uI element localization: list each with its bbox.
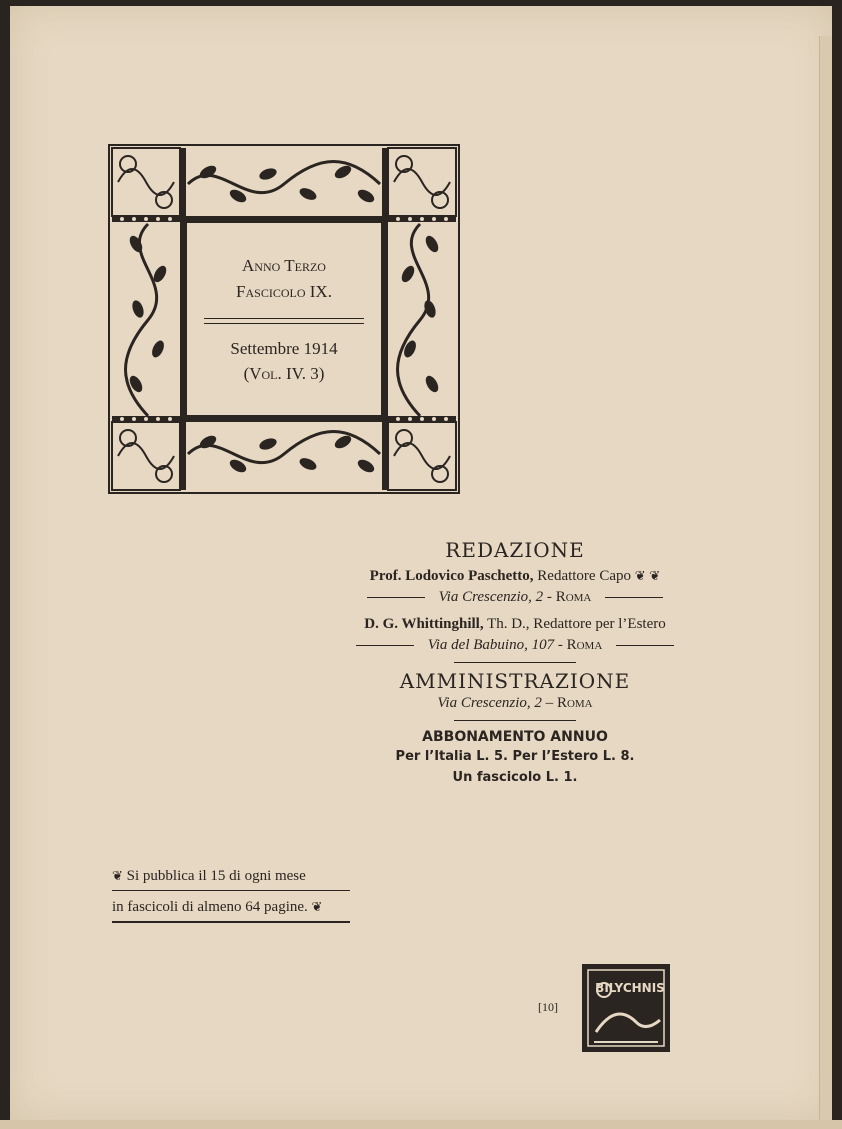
page bbox=[10, 6, 832, 1120]
divider bbox=[454, 720, 576, 721]
editor2-name: D. G. Whittinghill, bbox=[364, 616, 484, 632]
logo-text: BILYCHNIS bbox=[595, 981, 665, 995]
amministrazione-city: Roma bbox=[556, 695, 593, 711]
bilychnis-emblem-icon bbox=[580, 962, 672, 1054]
rule bbox=[605, 597, 663, 598]
amministrazione-address-line bbox=[330, 695, 700, 712]
editor2-city: Roma bbox=[566, 637, 603, 653]
ornamental-frame bbox=[108, 144, 460, 494]
notice-line-2 bbox=[112, 893, 350, 923]
rule bbox=[356, 645, 414, 646]
editor1-city: Roma bbox=[555, 589, 592, 605]
date-line: Settembre 1914 bbox=[230, 339, 338, 358]
editor2-address-line bbox=[330, 637, 700, 654]
editor1-line bbox=[330, 568, 700, 585]
rule bbox=[367, 597, 425, 598]
abbonamento-prices: Per l’Italia L. 5. Per l’Estero L. 8. bbox=[395, 749, 635, 764]
editor2-line bbox=[330, 616, 700, 633]
editor1-address-line bbox=[330, 589, 700, 606]
frame-caption bbox=[188, 224, 380, 414]
fleuron-icon: ❦ bbox=[649, 568, 661, 583]
divider bbox=[454, 662, 576, 663]
amministrazione-address: Via Crescenzio, 2 – bbox=[437, 695, 554, 711]
amministrazione-heading: AMMINISTRAZIONE bbox=[399, 669, 631, 693]
year-line: Anno Terzo bbox=[242, 256, 326, 275]
fleuron-icon: ❦ bbox=[311, 899, 323, 914]
fleuron-icon: ❦ bbox=[112, 868, 123, 883]
abbonamento-single: Un fascicolo L. 1. bbox=[452, 770, 578, 785]
editor1-name: Prof. Lodovico Paschetto, bbox=[369, 568, 534, 584]
notice-text-1: Si pubblica il 15 di ogni mese bbox=[126, 868, 306, 884]
page-edge bbox=[819, 36, 832, 1126]
double-rule bbox=[204, 318, 364, 324]
notice-text-2: in fascicoli di almeno 64 pagine. bbox=[112, 899, 308, 915]
editor1-address: Via Crescenzio, 2 - bbox=[438, 589, 552, 605]
redazione-block bbox=[330, 538, 700, 785]
page-number: [10] bbox=[538, 1000, 558, 1014]
publication-notice bbox=[112, 862, 350, 923]
fleuron-icon: ❦ bbox=[634, 568, 646, 583]
page-edge-bottom bbox=[0, 1120, 842, 1129]
editor2-role: Th. D., Redattore per l’Estero bbox=[487, 616, 666, 632]
abbonamento-heading: ABBONAMENTO ANNUO bbox=[422, 729, 608, 745]
editor2-address: Via del Babuino, 107 - bbox=[427, 637, 563, 653]
notice-line-1 bbox=[112, 862, 350, 891]
redazione-heading: REDAZIONE bbox=[445, 538, 585, 562]
rule bbox=[616, 645, 674, 646]
issue-line: Fascicolo IX. bbox=[236, 282, 332, 301]
editor1-role: Redattore Capo bbox=[537, 568, 632, 584]
volume-line: (Vol. IV. 3) bbox=[243, 364, 325, 383]
